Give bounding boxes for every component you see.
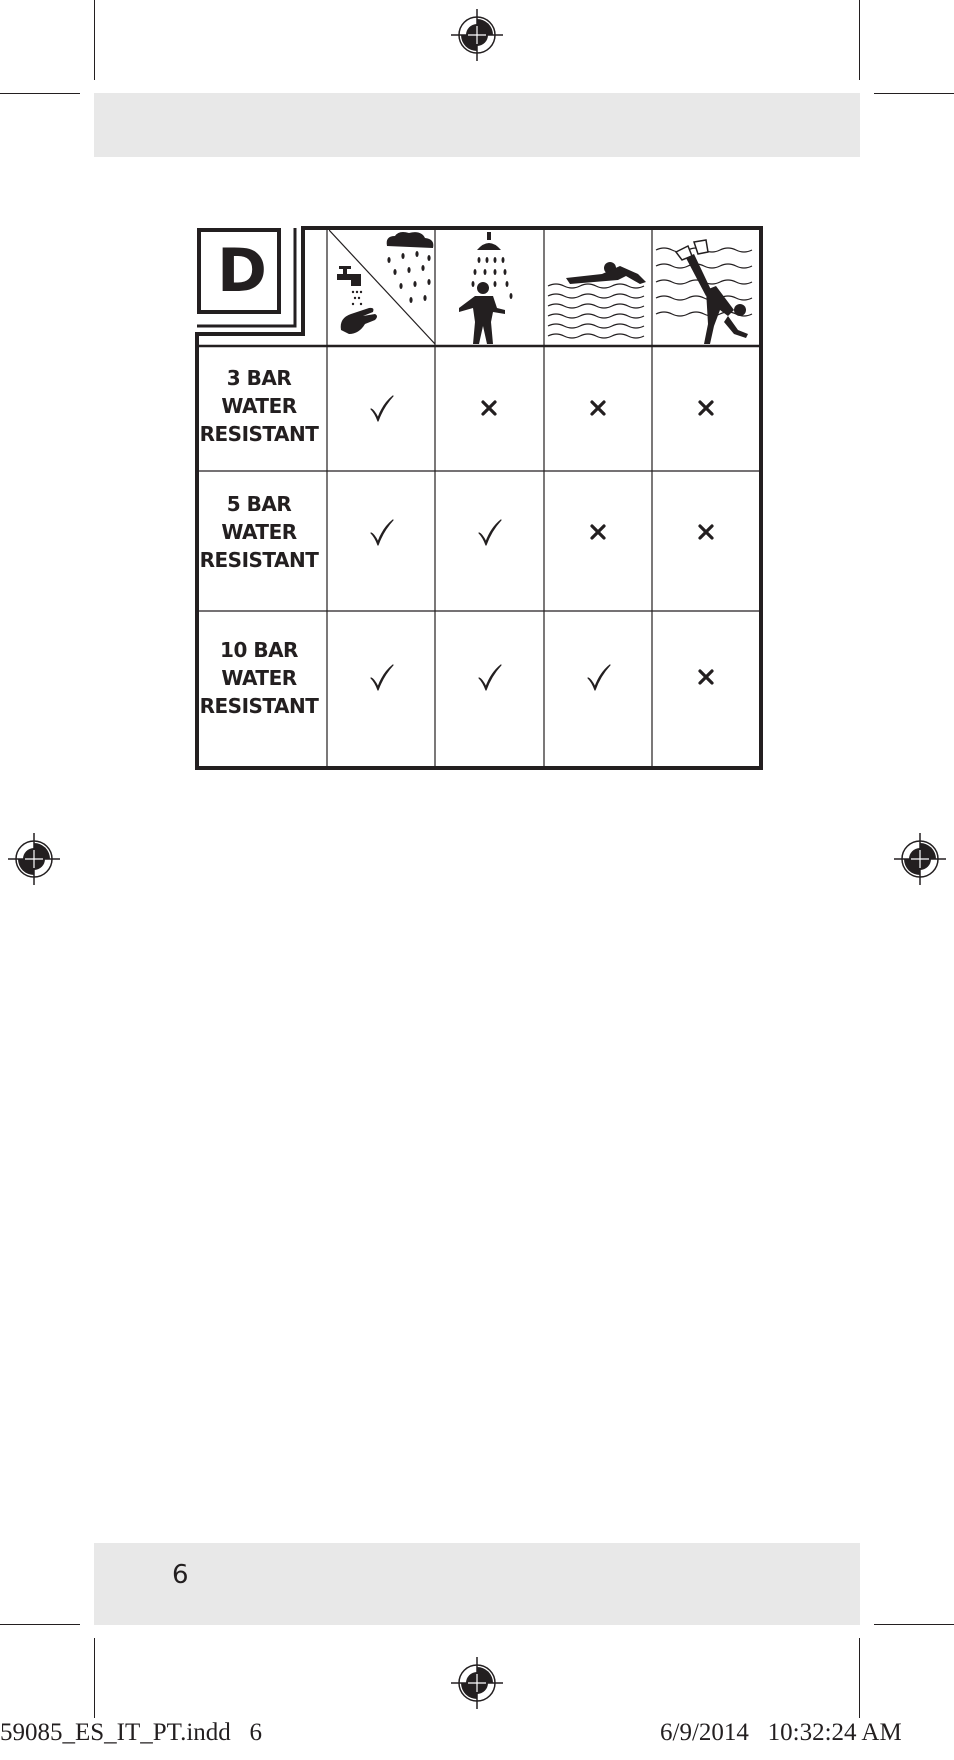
diving-icon [654, 230, 760, 346]
cross-icon [686, 657, 726, 697]
crop-mark [874, 93, 954, 94]
crop-mark [859, 0, 860, 80]
row-label-line: RESISTANT [199, 422, 319, 446]
crop-mark [0, 1624, 80, 1625]
section-letter: D [217, 236, 267, 306]
shower-icon [437, 230, 543, 346]
row-label-line: WATER [221, 520, 297, 544]
row-label-line: RESISTANT [199, 548, 319, 572]
row-label-line: WATER [221, 394, 297, 418]
swimming-icon [546, 230, 652, 346]
row-label-10-bar [199, 636, 319, 720]
check-icon [361, 512, 401, 552]
slug-filename: 59085_ES_IT_PT.indd 6 [0, 1719, 263, 1746]
crop-mark [94, 0, 95, 80]
cross-icon [686, 512, 726, 552]
crop-mark [859, 1638, 860, 1718]
header-band [94, 93, 860, 157]
check-icon [361, 388, 401, 428]
check-icon [469, 657, 509, 697]
cross-icon [578, 512, 618, 552]
registration-mark-icon [449, 7, 505, 63]
row-label-line: 3 BAR [226, 366, 292, 390]
row-label-3-bar [199, 364, 319, 448]
registration-mark-icon [449, 1655, 505, 1711]
registration-mark-icon [6, 831, 62, 887]
check-icon [578, 657, 618, 697]
row-label-line: WATER [221, 666, 297, 690]
row-label-line: 5 BAR [226, 492, 292, 516]
check-icon [361, 657, 401, 697]
row-label-line: 10 BAR [220, 638, 298, 662]
check-icon [469, 512, 509, 552]
cross-icon [469, 388, 509, 428]
crop-mark [874, 1624, 954, 1625]
crop-mark [94, 1638, 95, 1718]
footer-band [94, 1543, 860, 1625]
registration-mark-icon [892, 831, 948, 887]
row-label-5-bar [199, 490, 319, 574]
crop-mark [0, 93, 80, 94]
hand-washing-rain-icon [329, 230, 435, 346]
water-resistance-table [195, 226, 763, 770]
slug-datetime: 6/9/2014 10:32:24 AM [660, 1719, 902, 1746]
page-number: 6 [172, 1560, 189, 1590]
cross-icon [578, 388, 618, 428]
row-label-line: RESISTANT [199, 694, 319, 718]
cross-icon [686, 388, 726, 428]
